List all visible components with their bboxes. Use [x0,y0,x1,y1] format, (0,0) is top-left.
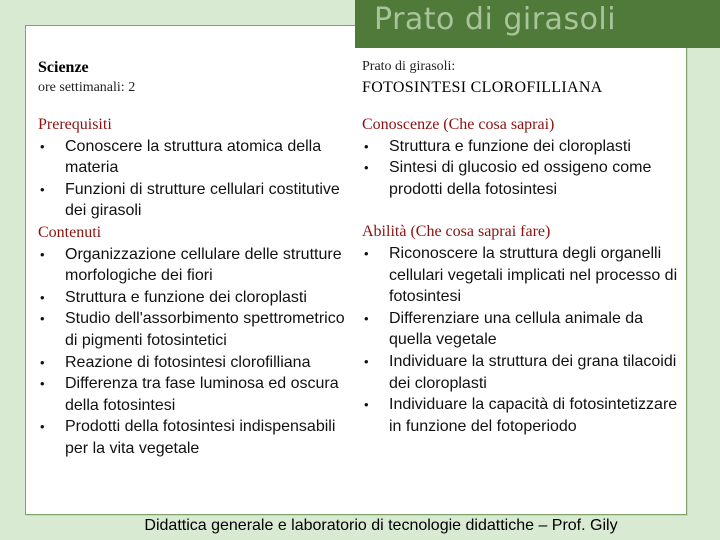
list-item: • Conoscere la struttura atomica della materia [40,137,322,177]
slide-title: Prato di girasoli [374,2,617,37]
list-item: • Struttura e funzione dei cloroplasti [362,136,682,158]
topic-label: Prato di girasoli: [362,59,456,74]
abilita-list [362,243,682,437]
list-item: • Studio dell'assorbimento spettrometrico di pigmenti fotosintetici [40,310,345,349]
list-item: • Reazione di fotosintesi clorofilliana [38,352,358,374]
bullet-icon: • [364,245,369,261]
prerequisiti-list [38,136,358,222]
list-item: • Funzioni di strutture cellulari costitutive dei girasoli [40,180,340,220]
bullet-icon: • [40,419,45,435]
right-column [362,114,682,437]
list-item: • Struttura e funzione dei cloroplasti [38,287,358,309]
list-item: • Organizzazione cellulare delle strutture morfologiche dei fiori [40,245,342,285]
left-header [38,57,135,97]
abilita-heading: Abilità (Che cosa saprai fare) [362,223,551,241]
contenuti-list [38,244,358,460]
bullet-icon: • [40,354,45,370]
subject-label: Scienze [38,59,89,76]
bullet-icon: • [40,181,45,197]
right-header [362,57,603,99]
contenuti-heading: Contenuti [38,223,102,241]
weekly-hours: ore settimanali: 2 [38,80,136,95]
bullet-icon: • [364,353,369,369]
bullet-icon: • [40,376,45,392]
bullet-icon: • [364,397,369,413]
list-item: • Sintesi di glucosio ed ossigeno come prodotti della fotosintesi [364,159,652,198]
list-item: • Riconoscere la struttura degli organelli cellulari vegetali implicati nel processo di fotosintesi [364,244,678,306]
bullet-icon: • [364,138,369,154]
conoscenze-heading: Conoscenze (Che cosa saprai) [362,116,555,133]
list-item: • Prodotti della fotosintesi indispensabili per la vita vegetale [40,418,336,457]
list-item: • Individuare la capacità di fotosintetizzare in funzione del fotoperiodo [364,396,678,435]
topic-title: FOTOSINTESI CLOROFILLIANA [362,79,603,96]
bullet-icon: • [364,310,369,326]
bullet-icon: • [40,289,45,305]
conoscenze-list [362,136,682,201]
list-item: • Differenza tra fase luminosa ed oscura della fotosintesi [40,375,339,414]
spacer [362,200,682,221]
bullet-icon: • [40,311,45,327]
list-item: • Differenziare una cellula animale da quella vegetale [364,309,644,349]
bullet-icon: • [364,160,369,176]
list-item: • Individuare la struttura dei grana tilacoidi dei cloroplasti [364,352,677,392]
left-column [38,114,358,460]
bullet-icon: • [40,138,45,154]
bullet-icon: • [40,246,45,262]
slide-footer: Didattica generale e laboratorio di tecnologie didattiche – Prof. Gily [144,517,618,534]
prerequisiti-heading: Prerequisiti [38,116,112,133]
